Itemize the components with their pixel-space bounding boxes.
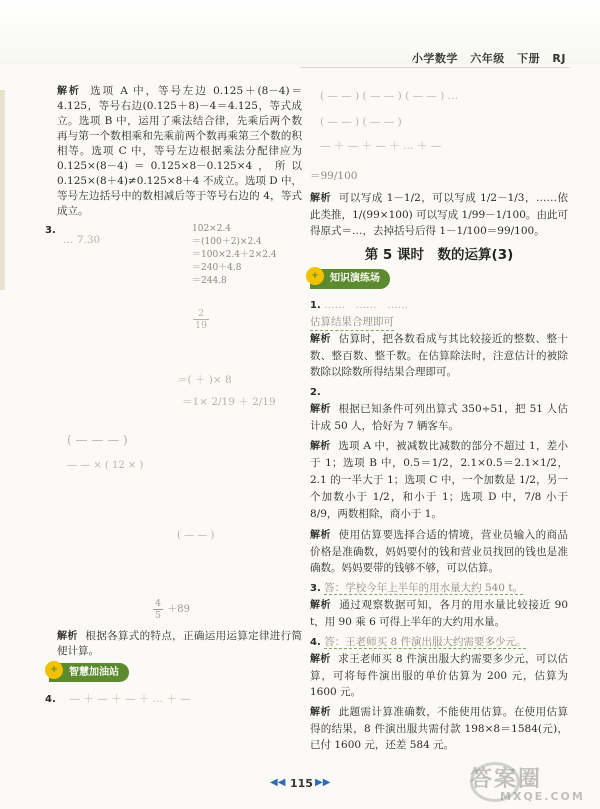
page-edge-decoration	[0, 90, 5, 290]
section-title: 智慧加油站	[69, 667, 119, 678]
expr-line: ( — — ) ( — — ) ( — — ) …	[320, 90, 459, 102]
header-edition: RJ	[552, 52, 566, 65]
item-number: 3.	[310, 583, 321, 594]
header-grade: 六年级	[470, 52, 505, 65]
right-column	[310, 88, 568, 757]
section-zhishi	[310, 269, 568, 289]
analysis-label: 解析	[57, 86, 81, 97]
header-volume: 下册	[517, 52, 541, 65]
watermark-domain: MXQE.COM	[500, 790, 585, 803]
analysis-block-h	[310, 704, 568, 753]
analysis-text: 使用估算要选择合适的情境，营业员输入的商品价格是准确数，妈妈要付的钱和营业员找回的钱也是准确数。妈妈要带的钱够不够，可以估算。	[310, 529, 569, 574]
calc-line-2: ＝1× 2/19 ＋ 2/19	[182, 396, 276, 408]
watermark-logo	[470, 762, 590, 808]
analysis-label: 解析	[310, 654, 331, 665]
next-page-icon[interactable]: ▶▶	[315, 777, 331, 788]
left-column	[45, 84, 303, 707]
item-4-answer: 答：王老师买 8 件演出服大约需要多少元。	[324, 636, 527, 648]
item-2	[310, 384, 568, 401]
working-line: 102×2.4	[192, 224, 232, 234]
lesson-title: 第 5 课时 数的运算(3)	[364, 247, 514, 263]
analysis-label: 解析	[310, 334, 331, 345]
analysis-label: 解析	[310, 600, 332, 611]
analysis-label: 解析	[310, 193, 332, 204]
lower-expression: ( — — )	[177, 530, 215, 541]
question-3-lower	[57, 453, 302, 623]
question-3-continued	[57, 343, 302, 453]
analysis-block-a	[310, 190, 568, 239]
analysis-block-g	[310, 651, 568, 700]
working-line: ＝(100＋2)×2.4	[192, 237, 262, 247]
item-number: 4.	[310, 637, 321, 648]
question-number: 4.	[45, 694, 56, 705]
analysis-text: 求王老师买 8 件演出服大约需要多少元，可以估算，可将每件演出服的单价估算为 200 元，估算为 1600 元。	[310, 653, 569, 698]
analysis-text: 根据已知条件可列出算式 350÷51，把 51 人估计成 50 人，恰好为 7 辆客车。	[310, 403, 569, 432]
q3-answer: … 7.30	[63, 234, 101, 246]
section-title: 知识演练场	[330, 273, 380, 284]
telescoping-expression	[310, 88, 568, 168]
item-3-answer: 答：学校今年上半年的用水量大约 540 t。	[324, 582, 524, 594]
expr-result: ＝99/100	[310, 170, 358, 182]
analysis-block-2	[57, 629, 302, 659]
section-banner	[49, 663, 129, 682]
analysis-block-b	[310, 331, 568, 380]
analysis-block-d	[310, 438, 568, 523]
working-line: ＝244.8	[192, 276, 227, 286]
item-number: 2.	[310, 387, 321, 398]
analysis-label: 解析	[310, 530, 331, 541]
expr-line: — ＋ — ＋ — ＋ … ＋ —	[320, 140, 442, 152]
lower-result: $\frac{4}{5}$ ＋89	[155, 598, 190, 621]
calc-line: ＝( ＋ )× 8	[177, 374, 232, 386]
page-number: 115	[290, 777, 313, 790]
q3-expression	[63, 233, 100, 248]
header-divider	[300, 67, 570, 68]
analysis-text: 估算时，把各数看成与其比较接近的整数、整十数、整百数、整千数。在估算除法时，注意估计的被除数除以除数所得结果合理即可。	[310, 333, 569, 378]
analysis-label: 解析	[310, 707, 331, 718]
section-banner	[310, 269, 390, 289]
item-blank: …… …… ……	[324, 299, 409, 311]
section-icon: +	[306, 267, 324, 285]
q3-working	[192, 223, 277, 288]
analysis-text: 选项 A 中，被减数比减数的部分不超过 1，差小于 1；选项 B 中，0.5＝1/2，2.1×0.5＝2.1×1/2，2.1 的一半大于 1；选项 C 中，一个加数是 1/2，另一个加数小于 1/2，和小于 1；选项 D 中，7/8 小于 8/9，两数相除，商小于 1。	[310, 440, 569, 520]
analysis-label: 解析	[310, 404, 331, 415]
analysis-label: 解析	[310, 441, 331, 452]
analysis-text: 选项 A 中，等号左边 0.125＋(8－4)＝4.125，等号右边(0.125＋8)－4＝4.125，等式成立。选项 B 中，运用了乘法结合律，先乘后两个数再与第一个数相乘和先乘前两个数再乘第三个数的积相等。选项 C 中，等号左边根据乘法分配律应为 0.125×(8－4)＝0.125×8－0.125×4，所以 0.125×(8＋4)≠0.125×8＋4 不成立。选项 D 中，等号左边括号中的数相减后等于等号右边的 4，等式成立。	[57, 85, 302, 217]
lower-expression: — — × ( 12 × )	[67, 460, 144, 471]
analysis-label: 解析	[57, 631, 78, 642]
analysis-block-f	[310, 597, 568, 630]
analysis-text: 通过观察数据可知，各月的用水量比较接近 90 t，用 90 乘 6 可得上半年的大约用水量。	[310, 599, 568, 628]
item-4	[310, 634, 568, 651]
analysis-block-1	[57, 84, 302, 219]
prev-page-icon[interactable]: ◀◀	[270, 777, 286, 788]
q3-fraction	[192, 308, 210, 331]
item-number: 1.	[310, 300, 321, 311]
q4-expression: — ＋ — ＋ — ＋ … ＋ —	[59, 693, 191, 705]
header-subject: 小学数学	[411, 52, 458, 65]
working-line: ＝100×2.4＋2×2.4	[192, 250, 277, 260]
expr-line: ( — — ) ( — — )	[320, 116, 402, 128]
working-line: ＝240＋4.8	[192, 263, 242, 273]
item-3	[310, 580, 568, 597]
calc-bracket: ( — — — )	[67, 433, 128, 447]
analysis-block-e	[310, 527, 568, 576]
question-4	[45, 692, 302, 707]
page-header	[404, 50, 566, 66]
question-3	[45, 223, 302, 343]
question-number: 3.	[45, 225, 56, 236]
item-1	[310, 297, 568, 314]
item-1-answer: 估算结果合理即可	[310, 314, 394, 331]
analysis-text: 可以写成 1－1/2，可以写成 1/2－1/3，……依此类推，1/(99×100) 可以写成 1/99－1/100。由此可得原式＝…，去掉括号后得 1－1/100＝99/100。	[310, 192, 568, 237]
analysis-text: 此题需计算准确数，不能使用估算。在使用估算得的结果，8 件演出服共需付款 198×8＝1584(元)，已付 1600 元，还差 584 元。	[310, 706, 569, 751]
analysis-block-c	[310, 401, 568, 434]
value-89: 89	[177, 604, 190, 615]
fraction-4-5: $\frac{4}{5}$	[155, 598, 162, 621]
section-icon: +	[45, 661, 63, 679]
fraction-2-19: $\frac{2}{19}$	[195, 308, 208, 331]
section-zhihui	[49, 663, 302, 682]
watermark-text: 答案圈	[470, 767, 543, 792]
analysis-text: 根据各算式的特点，正确运用运算定律进行简便计算。	[57, 630, 303, 657]
